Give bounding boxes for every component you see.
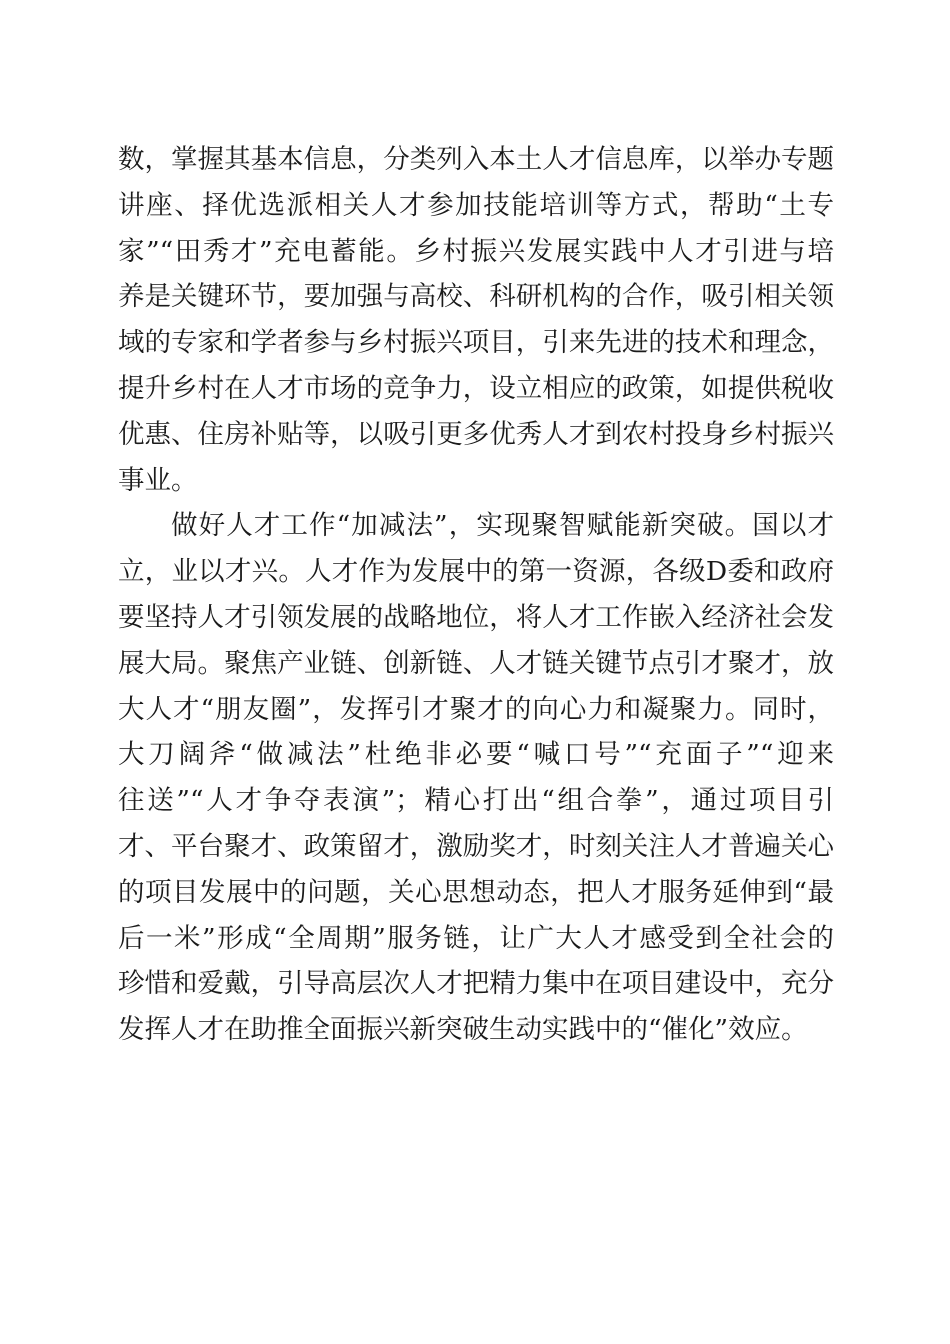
text-line: 做好人才工作“加减法”，实现聚智赋能新突破。国以才 [171,510,834,542]
text-line: 珍惜和爱戴，引导高层次人才把精力集中在项目建设中，充分 [118,968,834,1000]
text-line: 数，掌握其基本信息，分类列入本土人才信息库，以举办专题 [118,144,834,175]
text-line: 大人才“朋友圈”，发挥引才聚才的向心力和凝聚力。同时， [118,693,834,725]
document-body [118,137,834,1053]
text-line: 要坚持人才引领发展的战略地位，将人才工作嵌入经济社会发 [118,601,834,633]
paragraph-1 [118,137,834,503]
text-line: 展大局。聚焦产业链、创新链、人才链关键节点引才聚才，放 [118,647,834,679]
text-line: 家”“田秀才”充电蓄能。乡村振兴发展实践中人才引进与培 [118,235,834,267]
text-line: 优惠、住房补贴等，以吸引更多优秀人才到农村投身乡村振兴 [118,418,834,450]
text-line: 域的专家和学者参与乡村振兴项目，引来先进的技术和理念， [118,327,834,359]
text-line: 立，业以才兴。人才作为发展中的第一资源，各级D委和政府 [118,556,834,588]
text-line: 往送”“人才争夺表演”；精心打出“组合拳”，通过项目引 [118,785,834,817]
text-line: 讲座、择优选派相关人才参加技能培训等方式，帮助“土专 [118,189,834,221]
text-line: 提升乡村在人才市场的竞争力，设立相应的政策，如提供税收 [118,372,834,404]
paragraph-2 [118,503,834,1053]
text-line: 后一米”形成“全周期”服务链，让广大人才感受到全社会的 [118,922,834,954]
text-line: 才、平台聚才、政策留才，激励奖才，时刻关注人才普遍关心 [118,830,834,862]
text-line: 大刀阔斧“做减法”杜绝非必要“喊口号”“充面子”“迎来 [118,739,834,771]
text-line: 发挥人才在助推全面振兴新突破生动实践中的“催化”效应。 [118,1014,808,1046]
text-line: 事业。 [118,464,198,496]
text-line: 养是关键环节，要加强与高校、科研机构的合作，吸引相关领 [118,281,834,313]
text-line: 的项目发展中的问题，关心思想动态，把人才服务延伸到“最 [118,876,834,908]
